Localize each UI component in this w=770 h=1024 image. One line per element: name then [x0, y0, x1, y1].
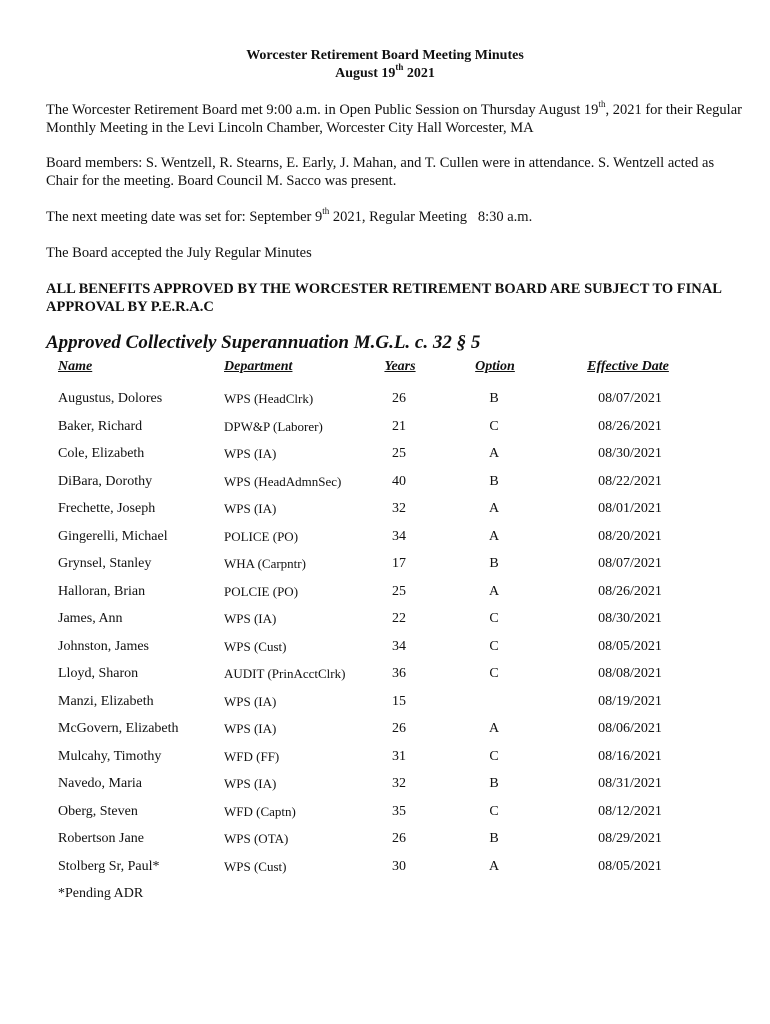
- retiree-option: C: [489, 666, 499, 681]
- retiree-years: 36: [392, 666, 406, 681]
- retiree-years: 32: [392, 501, 406, 516]
- table-row: [0, 501, 770, 521]
- retiree-effective-date: 08/31/2021: [598, 776, 662, 791]
- intro-ordinal: th: [598, 99, 606, 110]
- minutes-accepted-paragraph: The Board accepted the July Regular Minutes: [46, 245, 312, 261]
- retiree-department: AUDIT (PrinAcctClrk): [224, 666, 346, 681]
- retiree-department: WPS (HeadAdmnSec): [224, 473, 342, 489]
- retiree-name: DiBara, Dorothy: [58, 473, 153, 489]
- document-title: Worcester Retirement Board Meeting Minutes: [246, 48, 524, 63]
- retiree-name: Manzi, Elizabeth: [58, 693, 154, 709]
- table-row: [0, 529, 770, 549]
- retiree-option: C: [489, 638, 499, 654]
- retiree-effective-date: 08/22/2021: [598, 473, 662, 489]
- retiree-option: B: [489, 831, 499, 846]
- retiree-department: WFD (FF): [224, 748, 280, 764]
- retiree-effective-date: 08/26/2021: [598, 583, 662, 599]
- header-option: Option: [475, 359, 515, 374]
- retiree-years: 31: [392, 748, 406, 764]
- retiree-effective-date: 08/05/2021: [598, 858, 662, 874]
- retiree-effective-date: 08/05/2021: [598, 638, 662, 654]
- footnote: *Pending ADR: [58, 886, 144, 901]
- table-row: [0, 639, 770, 659]
- attendance-paragraph: Board members: S. Wentzell, R. Stearns, E. Early, J. Mahan, and T. Cullen were in attendance. S. Wentzell acted as Chair for the meeting. Board Council M. Sacco was present.: [46, 155, 715, 189]
- retiree-effective-date: 08/12/2021: [598, 803, 662, 819]
- next-meeting-ordinal: th: [322, 206, 330, 217]
- retiree-name: Cole, Elizabeth: [58, 446, 145, 461]
- table-row: [0, 804, 770, 824]
- retiree-department: WHA (Carpntr): [224, 556, 306, 571]
- retiree-effective-date: 08/19/2021: [598, 693, 662, 709]
- retiree-years: 25: [392, 446, 406, 461]
- retiree-name: Baker, Richard: [58, 418, 143, 434]
- retiree-name: Grynsel, Stanley: [58, 556, 152, 571]
- next-meeting-paragraph: [46, 208, 746, 226]
- table-row: [0, 831, 770, 851]
- retiree-department: WPS (IA): [224, 721, 277, 736]
- retiree-option: C: [489, 611, 499, 626]
- retiree-years: 26: [392, 391, 406, 406]
- retiree-years: 15: [392, 693, 406, 709]
- table-row: [0, 721, 770, 741]
- retiree-name: Augustus, Dolores: [58, 391, 163, 406]
- retiree-effective-date: 08/01/2021: [598, 501, 662, 516]
- table-row: [0, 391, 770, 411]
- retiree-effective-date: 08/07/2021: [598, 556, 662, 571]
- retiree-years: 30: [392, 858, 406, 874]
- retiree-option: A: [488, 446, 500, 461]
- retiree-effective-date: 08/07/2021: [598, 391, 662, 406]
- date-year: 2021: [403, 66, 435, 81]
- perac-notice: ALL BENEFITS APPROVED BY THE WORCESTER RETIREMENT BOARD ARE SUBJECT TO FINAL APPROVAL BY P.E.R.A.C: [46, 281, 722, 315]
- retiree-department: WPS (IA): [224, 776, 277, 791]
- retiree-years: 34: [392, 638, 406, 654]
- table-row: [0, 611, 770, 631]
- retiree-department: POLCIE (PO): [224, 583, 299, 599]
- retiree-name: McGovern, Elizabeth: [58, 721, 179, 736]
- retiree-option: A: [488, 721, 500, 736]
- table-row: [0, 584, 770, 604]
- retiree-years: 26: [392, 831, 406, 846]
- retiree-option: A: [488, 858, 500, 874]
- table-row: [0, 859, 770, 879]
- retiree-name: Johnston, James: [58, 638, 149, 654]
- table-row: [0, 776, 770, 796]
- retiree-option: A: [488, 501, 500, 516]
- retiree-department: WPS (OTA): [224, 831, 289, 846]
- header-years: Years: [384, 359, 416, 374]
- retiree-name: Oberg, Steven: [58, 803, 138, 819]
- retiree-option: B: [489, 556, 499, 571]
- retiree-name: Gingerelli, Michael: [58, 528, 168, 544]
- table-row: [0, 749, 770, 769]
- retiree-option: C: [489, 748, 499, 764]
- retiree-department: WPS (Cust): [224, 858, 287, 874]
- retiree-effective-date: 08/30/2021: [598, 446, 662, 461]
- section-title: Approved Collectively Superannuation M.G.L. c. 32 § 5: [46, 332, 481, 353]
- retiree-name: Navedo, Maria: [58, 776, 142, 791]
- table-row: [0, 694, 770, 714]
- retiree-name: Mulcahy, Timothy: [58, 748, 162, 764]
- retiree-effective-date: 08/16/2021: [598, 748, 662, 764]
- retiree-years: 25: [392, 583, 406, 599]
- retiree-option: C: [489, 418, 499, 434]
- intro-text-end: , 2021 for their Regular Monthly Meeting in the Levi Lincoln Chamber, Worcester City Hall Worcester, MA: [46, 102, 742, 136]
- retiree-option: B: [489, 391, 499, 406]
- next-meeting-text-start: The next meeting date was set for: September 9: [46, 209, 323, 225]
- retiree-department: WPS (IA): [224, 693, 277, 709]
- retiree-name: James, Ann: [58, 611, 123, 626]
- retiree-effective-date: 08/06/2021: [598, 721, 662, 736]
- retiree-department: WPS (IA): [224, 611, 277, 626]
- retiree-effective-date: 08/26/2021: [598, 418, 662, 434]
- retiree-department: WPS (IA): [224, 446, 277, 461]
- retiree-effective-date: 08/29/2021: [598, 831, 662, 846]
- retiree-department: DPW&P (Laborer): [224, 418, 323, 434]
- retiree-department: WPS (HeadClrk): [224, 391, 314, 406]
- table-row: [0, 474, 770, 494]
- retiree-department: WPS (IA): [224, 501, 277, 516]
- date-ordinal: th: [395, 62, 404, 73]
- retiree-years: 22: [392, 611, 406, 626]
- retiree-years: 17: [392, 556, 406, 571]
- retiree-department: POLICE (PO): [224, 528, 299, 544]
- next-meeting-text-end: 2021, Regular Meeting 8:30 a.m.: [329, 209, 533, 225]
- table-row: [0, 419, 770, 439]
- retiree-department: WPS (Cust): [224, 638, 287, 654]
- table-row: [0, 446, 770, 466]
- table-row: [0, 556, 770, 576]
- date-text: August 19: [335, 66, 396, 81]
- meeting-date: [0, 62, 770, 82]
- retiree-name: Lloyd, Sharon: [58, 666, 139, 681]
- retiree-option: B: [489, 776, 499, 791]
- retiree-years: 34: [392, 528, 406, 544]
- retiree-name: Frechette, Joseph: [58, 501, 156, 516]
- header-department: Department: [224, 359, 293, 374]
- retiree-years: 26: [392, 721, 406, 736]
- header-name: Name: [58, 359, 93, 374]
- retiree-effective-date: 08/08/2021: [598, 666, 662, 681]
- retiree-years: 35: [392, 803, 406, 819]
- header-effective-date: Effective Date: [587, 359, 669, 374]
- intro-text-start: The Worcester Retirement Board met 9:00 a.m. in Open Public Session on Thursday August 19: [46, 102, 599, 118]
- retiree-name: Stolberg Sr, Paul*: [58, 858, 160, 874]
- retiree-effective-date: 08/20/2021: [598, 528, 662, 544]
- retiree-name: Robertson Jane: [58, 831, 144, 846]
- retiree-years: 21: [392, 418, 406, 434]
- retiree-years: 40: [392, 473, 406, 489]
- retiree-effective-date: 08/30/2021: [598, 611, 662, 626]
- retiree-option: A: [488, 583, 500, 599]
- retiree-name: Halloran, Brian: [58, 583, 146, 599]
- retiree-department: WFD (Captn): [224, 803, 296, 819]
- table-row: [0, 666, 770, 686]
- retiree-option: A: [488, 528, 500, 544]
- retiree-option: C: [489, 803, 499, 819]
- retiree-option: B: [489, 473, 499, 489]
- intro-paragraph: [46, 101, 746, 137]
- retiree-years: 32: [392, 776, 406, 791]
